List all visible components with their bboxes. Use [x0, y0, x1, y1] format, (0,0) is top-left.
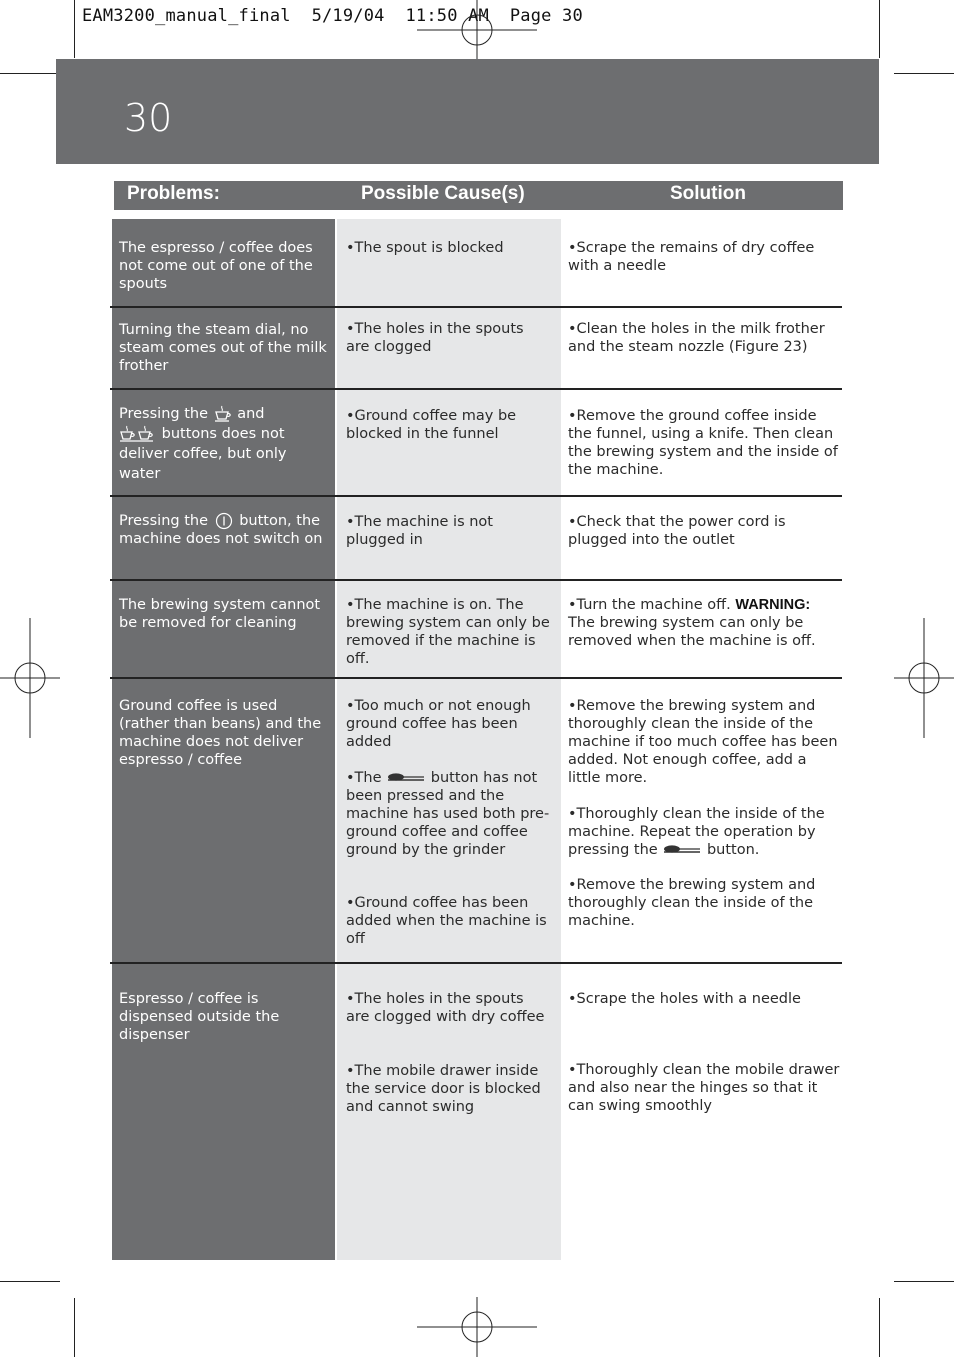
row2-cause: •The holes in the spouts are clogged: [346, 321, 524, 355]
crop-mark-bottom-left-h: [0, 1281, 60, 1282]
row3-problem-text-3: buttons does not deliver coffee, but only water: [119, 426, 287, 482]
row6-solution-2-text-1: •Thoroughly clean the inside of the machine. Repeat the operation by pressing the: [568, 806, 825, 858]
row-divider: [110, 962, 842, 964]
row5-problem: The brewing system cannot be removed for cleaning: [119, 597, 321, 631]
header-problems: Problems:: [127, 183, 220, 204]
row4-problem: [119, 512, 329, 548]
crop-mark-bottom-right-h: [894, 1281, 954, 1282]
print-slug: EAM3200_manual_final 5/19/04 11:50 AM Page 30: [82, 6, 583, 26]
row7-solution-1: •Scrape the holes with a needle: [568, 991, 801, 1007]
row5-cause: •The machine is on. The brewing system can only be removed if the machine is off.: [346, 597, 550, 667]
row3-problem: [119, 404, 329, 484]
row6-cause-3: •Ground coffee has been added when the machine is off: [346, 895, 547, 947]
row3-problem-text-1: Pressing the: [119, 406, 208, 422]
row2-solution: •Clean the holes in the milk frother and the steam nozzle (Figure 23): [568, 321, 825, 355]
row6-solution-3: •Remove the brewing system and thoroughly clean the inside of the machine.: [568, 877, 816, 929]
row7-cause-1: •The holes in the spouts are clogged with dry coffee: [346, 991, 545, 1025]
row6-solution-2-text-2: button.: [706, 842, 760, 858]
power-icon: [213, 512, 235, 530]
row5-solution-text-2: The brewing system can only be removed when the machine is off.: [568, 615, 816, 649]
row7-solution-2: •Thoroughly clean the mobile drawer and also near the hinges so that it can swing smoothly: [568, 1062, 840, 1114]
row6-solution-1: •Remove the brewing system and thoroughly clean the inside of the machine if too much coffee has been added. Not enough coffee, add a little more.: [568, 698, 838, 786]
warning-label: WARNING:: [735, 597, 811, 613]
double-cup-icon: [119, 425, 157, 443]
row6-solution-2: [568, 805, 840, 859]
pre-ground-coffee-spoon-icon: [386, 771, 426, 785]
row3-solution: •Remove the ground coffee inside the funnel, using a knife. Then clean the brewing system and the inside of the machine.: [568, 408, 838, 478]
row2-problem: Turning the steam dial, no steam comes out of the milk frother: [119, 322, 327, 374]
row6-cause-1: •Too much or not enough ground coffee has been added: [346, 698, 531, 750]
row5-solution: [568, 596, 840, 650]
row-divider: [110, 677, 842, 679]
crop-mark-bottom-left-v: [74, 1298, 75, 1357]
row7-cause-2: •The mobile drawer inside the service door is blocked and cannot swing: [346, 1063, 541, 1115]
row4-problem-text-2: button, the machine does not switch on: [119, 513, 323, 547]
registration-mark-right: [894, 618, 954, 738]
row1-problem: The espresso / coffee does not come out of one of the spouts: [119, 240, 313, 292]
crop-mark-top-right-v: [879, 0, 880, 58]
table-header: [114, 181, 843, 210]
row-divider: [110, 306, 842, 308]
pre-ground-coffee-spoon-icon: [662, 843, 702, 857]
row-divider: [110, 579, 842, 581]
crop-mark-bottom-right-v: [879, 1298, 880, 1357]
header-causes: Possible Cause(s): [361, 183, 525, 204]
page-number: 30: [124, 96, 173, 140]
row7-problem: Espresso / coffee is dispensed outside the dispenser: [119, 991, 280, 1043]
row5-solution-text-1: •Turn the machine off.: [568, 597, 731, 613]
row3-cause: •Ground coffee may be blocked in the funnel: [346, 408, 517, 442]
registration-mark-left: [0, 618, 60, 738]
crop-mark-top-left-h: [0, 73, 60, 74]
registration-mark-top: [417, 0, 537, 60]
header-solution: Solution: [670, 183, 746, 204]
row6-cause-2-text-2: button has not been pressed and the machine has used both pre-ground coffee and coffee ground by the grinder: [346, 770, 550, 858]
row-divider: [110, 495, 842, 497]
row1-cause: •The spout is blocked: [346, 240, 504, 256]
row6-problem: Ground coffee is used (rather than beans) and the machine does not deliver espresso / coffee: [119, 698, 322, 768]
row6-cause-2: [346, 769, 551, 859]
crop-mark-top-left-v: [74, 0, 75, 58]
row4-cause: •The machine is not plugged in: [346, 514, 493, 548]
row1-solution: •Scrape the remains of dry coffee with a needle: [568, 240, 815, 274]
row4-solution: •Check that the power cord is plugged into the outlet: [568, 514, 786, 548]
registration-mark-bottom: [417, 1297, 537, 1357]
header-band: [56, 59, 879, 164]
row-divider: [110, 388, 842, 390]
row4-problem-text-1: Pressing the: [119, 513, 208, 529]
row6-cause-2-text-1: •The: [346, 770, 382, 786]
crop-mark-top-right-h: [894, 73, 954, 74]
single-cup-icon: [213, 405, 233, 423]
row3-problem-text-2: and: [237, 406, 265, 422]
